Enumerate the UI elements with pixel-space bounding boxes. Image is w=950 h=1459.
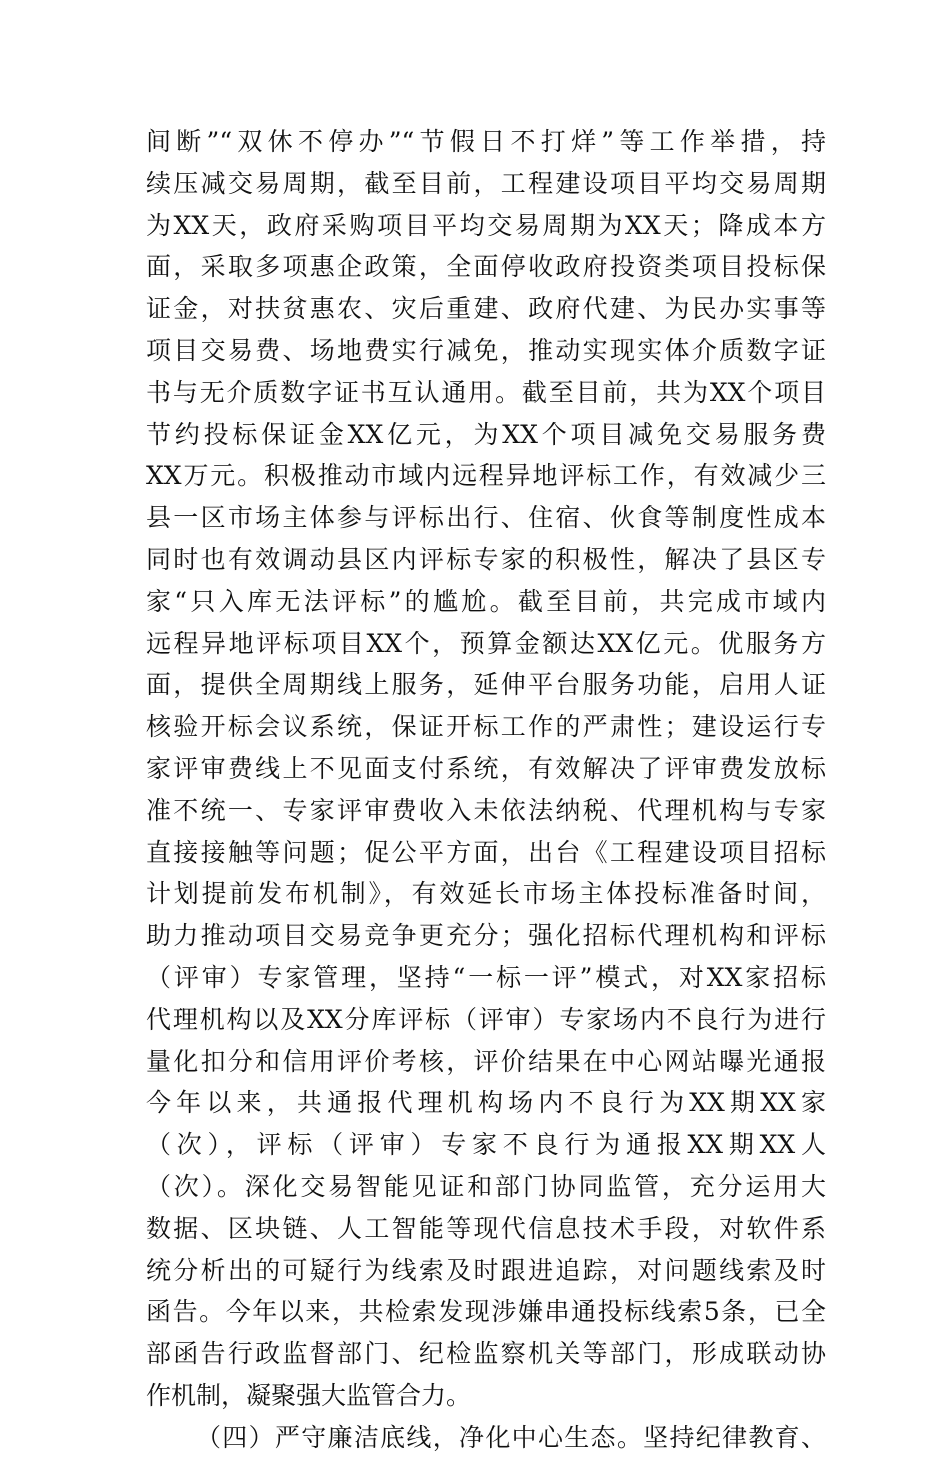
text-line: 面，提供全周期线上服务，延伸平台服务功能，启用人证 (146, 670, 826, 700)
text-line: 函告。今年以来，共检索发现涉嫌串通投标线索5条，已全 (146, 1297, 826, 1327)
text-line: 证金，对扶贫惠农、灾后重建、政府代建、为民办实事等 (146, 294, 826, 324)
text-line: 准不统一、专家评审费收入未依法纳税、代理机构与专家 (146, 795, 826, 825)
text-line: 核验开标会议系统，保证开标工作的严肃性；建设运行专 (146, 712, 826, 742)
text-line: 县一区市场主体参与评标出行、住宿、伙食等制度性成本 (146, 503, 826, 533)
body-text (146, 121, 826, 1459)
text-line: 直接接触等问题；促公平方面，出台《工程建设项目招标 (146, 837, 826, 867)
text-line: 今年以来，共通报代理机构场内不良行为XX期XX家 (146, 1088, 826, 1118)
text-line: 统分析出的可疑行为线索及时跟进追踪，对问题线索及时 (146, 1255, 826, 1285)
text-line: 间断”“双休不停办”“节假日不打烊”等工作举措，持 (146, 127, 826, 156)
text-line: （次）。深化交易智能见证和部门协同监管，充分运用大 (146, 1171, 826, 1201)
text-line: 家评审费线上不见面支付系统，有效解决了评审费发放标 (146, 753, 826, 783)
text-line: （次），评标（评审）专家不良行为通报XX期XX人 (146, 1130, 826, 1160)
text-line: 同时也有效调动县区内评标专家的积极性，解决了县区专 (146, 544, 826, 574)
text-line: （评审）专家管理，坚持“一标一评”模式，对XX家招标 (146, 962, 826, 992)
text-line: 续压减交易周期，截至目前，工程建设项目平均交易周期 (146, 168, 826, 198)
text-line: 面，采取多项惠企政策，全面停收政府投资类项目投标保 (146, 252, 826, 282)
text-line: 计划提前发布机制》，有效延长市场主体投标准备时间， (146, 879, 826, 909)
text-line: 部函告行政监督部门、纪检监察机关等部门，形成联动协 (146, 1339, 826, 1369)
text-line: 家“只入库无法评标”的尴尬。截至目前，共完成市域内 (146, 586, 826, 616)
text-line: 项目交易费、场地费实行减免，推动实现实体介质数字证 (146, 335, 826, 365)
text-line: 为XX天，政府采购项目平均交易周期为XX天；降成本方 (146, 210, 826, 240)
text-line: 作机制，凝聚强大监管合力。 (146, 1380, 472, 1410)
text-line: 助力推动项目交易竞争更充分；强化招标代理机构和评标 (146, 921, 826, 951)
text-line: 数据、区块链、人工智能等现代信息技术手段，对软件系 (146, 1213, 826, 1243)
section-heading-line: （四）严守廉洁底线，净化中心生态。坚持纪律教育、 (196, 1422, 826, 1452)
text-line: 量化扣分和信用评价考核，评价结果在中心网站曝光通报 (146, 1046, 826, 1076)
text-line: XX万元。积极推动市域内远程异地评标工作，有效减少三 (146, 461, 826, 491)
text-line: 节约投标保证金XX亿元，为XX个项目减免交易服务费 (146, 419, 826, 449)
text-line: 书与无介质数字证书互认通用。截至目前，共为XX个项目 (146, 377, 826, 407)
text-line: 远程异地评标项目XX个，预算金额达XX亿元。优服务方 (146, 628, 826, 658)
text-line: 代理机构以及XX分库评标（评审）专家场内不良行为进行 (146, 1004, 826, 1034)
